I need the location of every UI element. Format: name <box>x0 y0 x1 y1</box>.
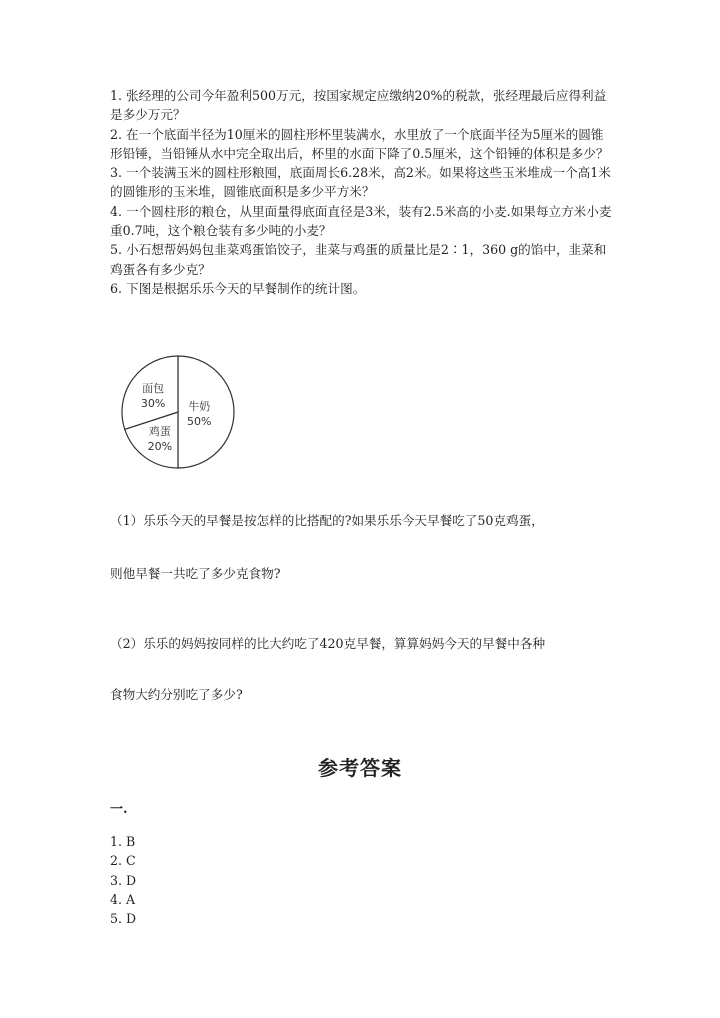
pie-slice-value-0: 50% <box>187 415 212 428</box>
breakfast-pie-chart <box>118 352 238 472</box>
sub-question-2-line-1: （2）乐乐的妈妈按同样的比大约吃了420克早餐，算算妈妈今天的早餐中各种 <box>110 636 546 651</box>
answer-item: 3. D <box>110 872 137 888</box>
answer-list <box>110 832 136 928</box>
problem-6: 6. 下图是根据乐乐今天的早餐制作的统计图。 <box>110 280 366 296</box>
problem-5: 5. 小石想帮妈妈包韭菜鸡蛋馅饺子，韭菜与鸡蛋的质量比是2∶1，360 g的馅中，韭菜和鸡蛋各有多少克？ <box>110 242 607 277</box>
answers-title: 参考答案 <box>318 756 402 780</box>
answer-item: 4. A <box>110 891 136 907</box>
problem-list <box>110 86 615 298</box>
sub-question-1-line-2: 则他早餐一共吃了多少克食物? <box>110 566 281 581</box>
sub-question-1-line-1: （1）乐乐今天的早餐是按怎样的比搭配的?如果乐乐今天早餐吃了50克鸡蛋， <box>110 513 544 528</box>
pie-slice-value-1: 20% <box>147 439 173 453</box>
pie-slice-label-2: 面包 <box>142 381 165 395</box>
pie-slice-label-1: 鸡蛋 <box>148 424 171 438</box>
pie-slice-label-0: 牛奶 <box>188 400 211 413</box>
answers-section-label: 一. <box>110 802 128 817</box>
answer-item: 1. B <box>110 834 136 849</box>
problem-3: 3. 一个装满玉米的圆柱形粮囤，底面周长6.28米，高2米。如果将这些玉米堆成一个高1米的圆锥形的玉米堆，圆锥底面积是多少平方米？ <box>110 165 611 200</box>
answer-item: 2. C <box>110 853 136 869</box>
sub-question-2-line-2: 食物大约分别吃了多少? <box>110 687 243 702</box>
problem-1: 1. 张经理的公司今年盈利500万元，按国家规定应缴纳20%的税款，张经理最后应得利益是多少万元？ <box>110 88 607 123</box>
answer-item: 5. D <box>110 911 137 927</box>
problem-2: 2. 在一个底面半径为10厘米的圆柱形杯里装满水，水里放了一个底面半径为5厘米的圆锥形铅锤，当铅锤从水中完全取出后，杯里的水面下降了0.5厘米，这个铅锤的体积是多少？ <box>110 126 609 161</box>
pie-slice-value-2: 30% <box>140 396 166 410</box>
problem-4: 4. 一个圆柱形的粮仓，从里面量得底面直径是3米，装有2.5米高的小麦.如果每立方米小麦重0.7吨，这个粮仓装有多少吨的小麦？ <box>110 203 612 239</box>
